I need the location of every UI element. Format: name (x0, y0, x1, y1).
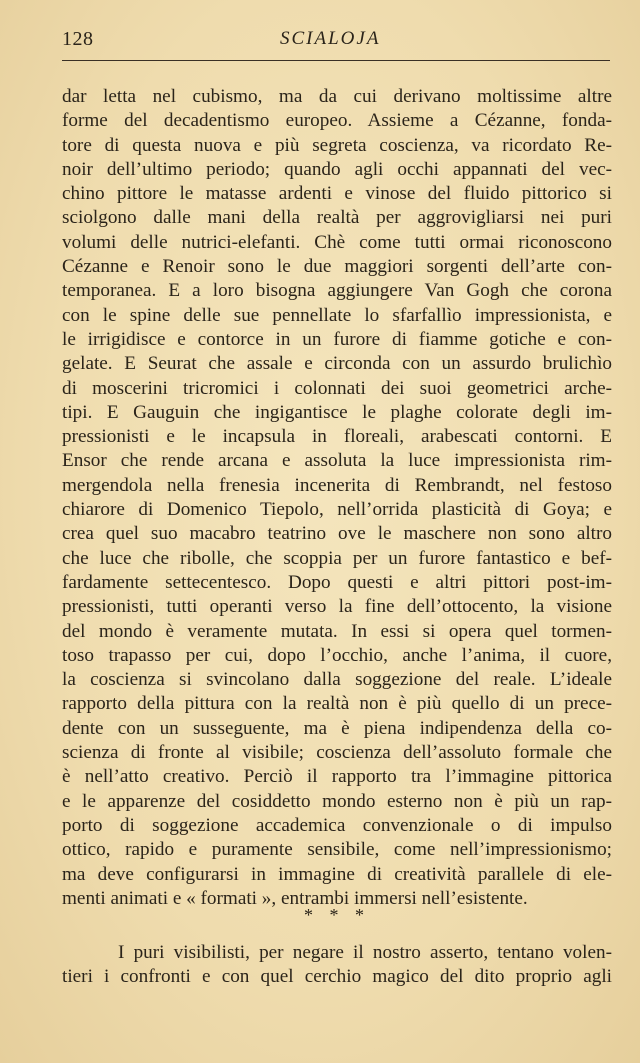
text-line: pressionisti, tutti operanti verso la fine dell’ottocento, la visione (62, 596, 612, 618)
text-line: con le spine delle sue pennellate lo sfarfallìo impressionista, e (62, 304, 612, 326)
paragraph-1 (62, 85, 612, 911)
text-line: mergendola nella frenesia incenerita di Rembrandt, nel festoso (62, 474, 612, 496)
text-line: la coscienza si svincolano dalla soggezione del reale. L’ideale (62, 669, 612, 691)
paragraph-2 (62, 941, 612, 990)
header-rule (62, 60, 610, 61)
text-line: toso trapasso per cui, dopo l’occhio, anche l’anima, il cuore, (62, 644, 612, 666)
text-line: pressionisti e le incapsula in floreali, arabescati contorni. E (62, 426, 612, 448)
text-line: tore di questa nuova e più segreta coscienza, va ricordato Re- (62, 134, 612, 156)
text-line: noir dell’ultimo periodo; quando agli occhi appannati del vec- (62, 158, 612, 180)
text-line: I puri visibilisti, per negare il nostro asserto, tentano volen- (118, 942, 612, 963)
text-line: e le apparenze del cosiddetto mondo esterno non è più un rap- (62, 790, 612, 812)
text-line: dar letta nel cubismo, ma da cui derivano moltissime altre (62, 86, 612, 107)
text-line: Cézanne e Renoir sono le due maggiori sorgenti dell’arte con- (62, 256, 612, 278)
text-line: temporanea. E a loro bisogna aggiungere Van Gogh che corona (62, 280, 612, 302)
text-line: ottico, rapido e puramente sensibile, come nell’impressionismo; (62, 839, 612, 861)
text-line: menti animati e « formati », entrambi immersi nell’esistente. (62, 887, 528, 909)
text-line: dente con un susseguente, ma è piena indipendenza della co- (62, 717, 612, 739)
text-line: del mondo è veramente mutata. In essi si opera quel tormen- (62, 620, 612, 642)
text-line: chiarore di Domenico Tiepolo, nell’orrida plasticità di Goya; e (62, 499, 612, 521)
text-line: volumi delle nutrici-elefanti. Chè come tutti ormai riconoscono (62, 231, 612, 253)
text-line: sciolgono dalle mani della realtà per aggrovigliarsi nei puri (62, 207, 612, 229)
text-line: chino pittore le matasse ardenti e vinose del fluido pittorico si (62, 183, 612, 205)
text-line: forme del decadentismo europeo. Assieme a Cézanne, fonda- (62, 110, 612, 132)
text-line: che luce che ribolle, che scoppia per un furore fantastico e bef- (62, 547, 612, 569)
text-line: ma deve configurarsi in immagine di creatività parallele di ele- (62, 863, 612, 885)
running-head: SCIALOJA (280, 28, 381, 49)
text-line: crea quel suo macabro teatrino ove le maschere non sono altro (62, 523, 612, 545)
text-line: di moscerini tricromici i colonnati dei suoi geometrici arche- (62, 377, 612, 399)
text-line: tieri i confronti e con quel cerchio magico del dito proprio agli (62, 966, 612, 988)
text-line: fardamente settecentesco. Dopo questi e altri pittori post-im- (62, 571, 612, 593)
section-separator: * * * (304, 905, 370, 925)
text-line: gelate. E Seurat che assale e circonda con un assurdo brulichìo (62, 353, 612, 375)
page-number: 128 (62, 28, 94, 50)
text-line: scienza di fronte al visibile; coscienza dell’assoluto formale che (62, 742, 612, 764)
text-line: è nell’atto creativo. Perciò il rapporto tra l’immagine pittorica (62, 766, 612, 788)
text-line: le irrigidisce e contorce in un furore di fiamme gotiche e con- (62, 328, 612, 350)
text-line: rapporto della pittura con la realtà non è più quello di un prece- (62, 693, 612, 715)
page-header (62, 26, 602, 56)
text-line: Ensor che rende arcana e assoluta la luce impressionista rim- (62, 450, 612, 472)
text-line: porto di soggezione accademica convenzionale o di impulso (62, 814, 612, 836)
text-line: tipi. E Gauguin che ingigantisce le plaghe colorate degli im- (62, 401, 612, 423)
